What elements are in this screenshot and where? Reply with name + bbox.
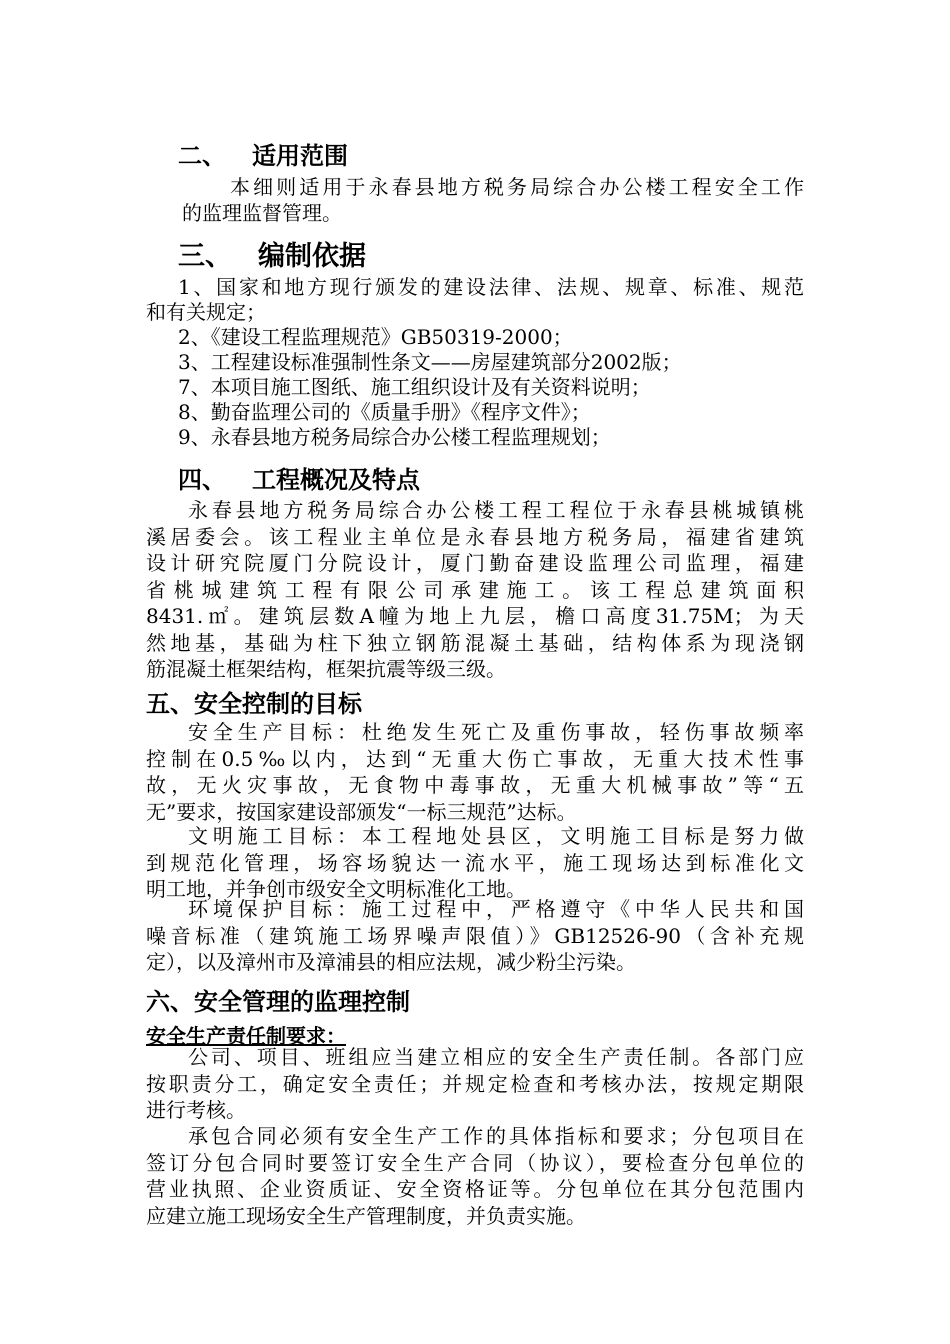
paragraph-line: 承包合同必须有安全生产工作的具体指标和要求；分包项目在 — [188, 1124, 804, 1148]
paragraph-line: 安全生产目标：杜绝发生死亡及重伤事故，轻伤事故频率 — [188, 720, 804, 744]
paragraph-line: 进行考核。 — [146, 1098, 246, 1122]
subheading-responsibility: 安全生产责任制要求： — [146, 1024, 346, 1048]
heading-section-4 — [178, 460, 420, 495]
paragraph-contract — [146, 1123, 804, 1229]
heading-section-6: 六、安全管理的监理控制 — [146, 988, 410, 1016]
paragraph-responsibility — [146, 1044, 804, 1124]
paragraph-line: 营业执照、企业资质证、安全资格证等。分包单位在其分包范围内 — [146, 1177, 804, 1201]
list-item: 8、勤奋监理公司的《质量手册》《程序文件》； — [178, 400, 591, 424]
paragraph-overview — [146, 497, 804, 683]
paragraph-line: 控制在0.5‰以内，达到“无重大伤亡事故，无重大技术性事 — [146, 746, 804, 771]
paragraph-line: 永春县地方税务局综合办公楼工程工程位于永春县桃城镇桃 — [188, 498, 804, 522]
heading-number: 四、 — [178, 466, 226, 494]
paragraph-line: 故，无火灾事故，无食物中毒事故，无重大机械事故”等“五 — [146, 773, 804, 797]
paragraph-line: 然地基，基础为柱下独立钢筋混凝土基础，结构体系为现浇钢 — [146, 630, 804, 655]
paragraph-line: 应建立施工现场安全生产管理制度，并负责实施。 — [146, 1203, 586, 1228]
list-item: 1、国家和地方现行颁发的建设法律、法规、规章、标准、规范 — [178, 275, 804, 299]
paragraph-line: 溪居委会。该工程业主单位是永春县地方税务局，福建省建筑 — [146, 524, 804, 549]
paragraph-line: 定），以及漳州市及漳浦县的相应法规，减少粉尘污染。 — [146, 950, 636, 974]
list-item: 7、本项目施工图纸、施工组织设计及有关资料说明； — [178, 375, 651, 399]
paragraph-line: 筋混凝土框架结构，框架抗震等级三级。 — [146, 657, 506, 681]
paragraph-line: 8431.㎡。建筑层数A幢为地上九层，檐口高度31.75M；为天 — [146, 604, 804, 628]
list-item: 9、永春县地方税务局综合办公楼工程监理规划； — [178, 425, 611, 449]
heading-number: 三、 — [178, 241, 232, 272]
paragraph-line: 设计研究院厦门分院设计，厦门勤奋建设监理公司监理，福建 — [146, 551, 804, 575]
heading-section-5: 五、安全控制的目标 — [146, 690, 362, 718]
paragraph-safety-goal — [146, 719, 804, 825]
heading-title: 适用范围 — [252, 142, 348, 170]
paragraph-line: 的监理监督管理。 — [182, 201, 342, 225]
paragraph-environment-goal — [146, 896, 804, 976]
paragraph-line: 按职责分工，确定安全责任；并规定检查和考核办法，按规定期限 — [146, 1071, 804, 1096]
heading-number: 二、 — [178, 142, 226, 170]
paragraph-line: 公司、项目、班组应当建立相应的安全生产责任制。各部门应 — [188, 1045, 804, 1069]
paragraph-line: 无”要求，按国家建设部颁发“一标三规范”达标。 — [146, 799, 577, 824]
paragraph-civilized-goal — [146, 823, 804, 903]
paragraph-line: 省桃城建筑工程有限公司承建施工。该工程总建筑面积 — [146, 577, 804, 602]
list-item: 和有关规定； — [146, 300, 266, 324]
paragraph-line: 明工地，并争创市级安全文明标准化工地。 — [146, 877, 526, 901]
paragraph-line: 噪音标准（建筑施工场界噪声限值）》GB12526-90（含补充规 — [146, 923, 804, 948]
heading-title: 编制依据 — [258, 241, 366, 272]
paragraph-line: 到规范化管理，场容场貌达一流水平，施工现场达到标准化文 — [146, 850, 804, 875]
list-item: 3、工程建设标准强制性条文——房屋建筑部分2002版； — [178, 350, 682, 374]
paragraph-line: 本细则适用于永春县地方税务局综合办公楼工程安全工作 — [230, 175, 804, 199]
heading-section-3 — [178, 234, 366, 273]
paragraph-line: 文明施工目标：本工程地处县区，文明施工目标是努力做 — [188, 824, 804, 848]
paragraph-line: 签订分包合同时要签订安全生产合同（协议），要检查分包单位的 — [146, 1150, 804, 1175]
heading-section-2 — [178, 136, 348, 171]
heading-title: 工程概况及特点 — [252, 466, 420, 494]
paragraph-line: 环境保护目标：施工过程中，严格遵守《中华人民共和国 — [188, 897, 804, 921]
list-item: 2、《建设工程监理规范》GB50319-2000； — [178, 325, 573, 349]
